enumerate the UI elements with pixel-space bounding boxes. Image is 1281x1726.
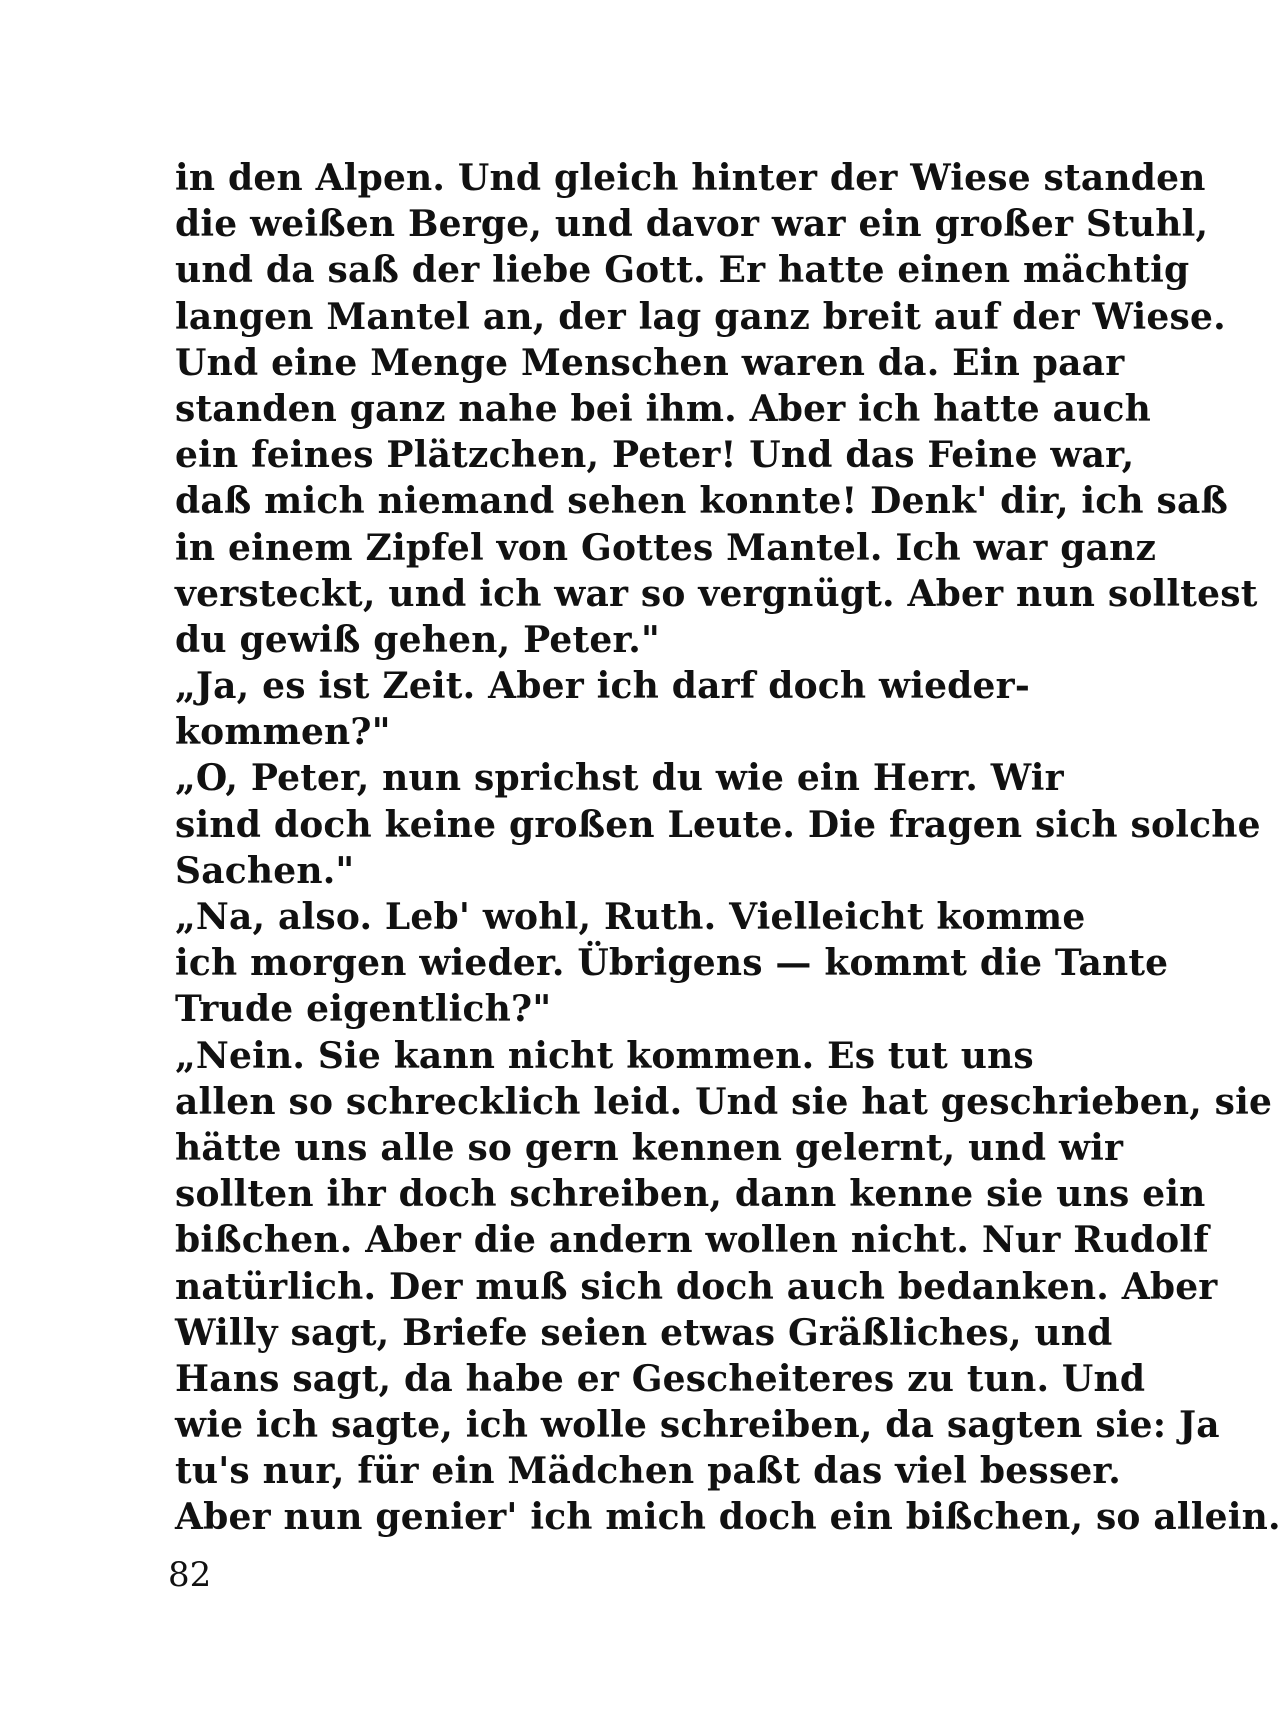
- text-line: Willy sagt, Briefe seien etwas Gräßliches, und: [175, 1311, 1113, 1354]
- text-line: ich morgen wieder. Übrigens — kommt die Tante: [175, 942, 1169, 985]
- text-line: Sachen.": [175, 849, 355, 892]
- text-line: sind doch keine großen Leute. Die fragen sich solche: [175, 803, 1261, 846]
- text-line: du gewiß gehen, Peter.": [175, 618, 660, 661]
- text-line: sollten ihr doch schreiben, dann kenne sie uns ein: [175, 1173, 1206, 1216]
- text-line: in einem Zipfel von Gottes Mantel. Ich war ganz: [175, 526, 1157, 569]
- body-text: [175, 155, 1281, 1541]
- text-line: hätte uns alle so gern kennen gelernt, und wir: [175, 1126, 1124, 1169]
- text-line: Aber nun genier' ich mich doch ein bißchen, so allein.: [175, 1496, 1281, 1539]
- text-line: wie ich sagte, ich wolle schreiben, da sagten sie: Ja: [175, 1404, 1220, 1447]
- text-line: und da saß der liebe Gott. Er hatte einen mächtig: [175, 249, 1190, 292]
- text-line: Und eine Menge Menschen waren da. Ein paar: [175, 341, 1125, 384]
- text-line: ein feines Plätzchen, Peter! Und das Feine war,: [175, 434, 1135, 477]
- page-number: 82: [168, 1555, 212, 1595]
- text-line: Hans sagt, da habe er Gescheiteres zu tun. Und: [175, 1357, 1146, 1400]
- text-line: „Ja, es ist Zeit. Aber ich darf doch wieder-: [175, 665, 1030, 708]
- text-line: in den Alpen. Und gleich hinter der Wiese standen: [175, 157, 1206, 199]
- text-line: tu's nur, für ein Mädchen paßt das viel besser.: [175, 1450, 1122, 1493]
- text-line: daß mich niemand sehen konnte! Denk' dir, ich saß: [175, 480, 1229, 523]
- text-line: natürlich. Der muß sich doch auch bedanken. Aber: [175, 1265, 1218, 1308]
- text-line: Trude eigentlich?": [175, 988, 552, 1031]
- text-line: langen Mantel an, der lag ganz breit auf der Wiese.: [175, 295, 1226, 338]
- text-line: „O, Peter, nun sprichst du wie ein Herr. Wir: [175, 757, 1064, 800]
- text-line: allen so schrecklich leid. Und sie hat geschrieben, sie: [175, 1080, 1273, 1123]
- text-line: kommen?": [175, 711, 391, 754]
- text-line: bißchen. Aber die andern wollen nicht. Nur Rudolf: [175, 1219, 1209, 1262]
- text-line: die weißen Berge, und davor war ein großer Stuhl,: [175, 203, 1209, 246]
- text-line: versteckt, und ich war so vergnügt. Aber nun solltest: [175, 572, 1258, 615]
- text-line: „Na, also. Leb' wohl, Ruth. Vielleicht komme: [175, 896, 1086, 938]
- text-line: „Nein. Sie kann nicht kommen. Es tut uns: [175, 1034, 1034, 1077]
- text-line: standen ganz nahe bei ihm. Aber ich hatte auch: [175, 387, 1152, 430]
